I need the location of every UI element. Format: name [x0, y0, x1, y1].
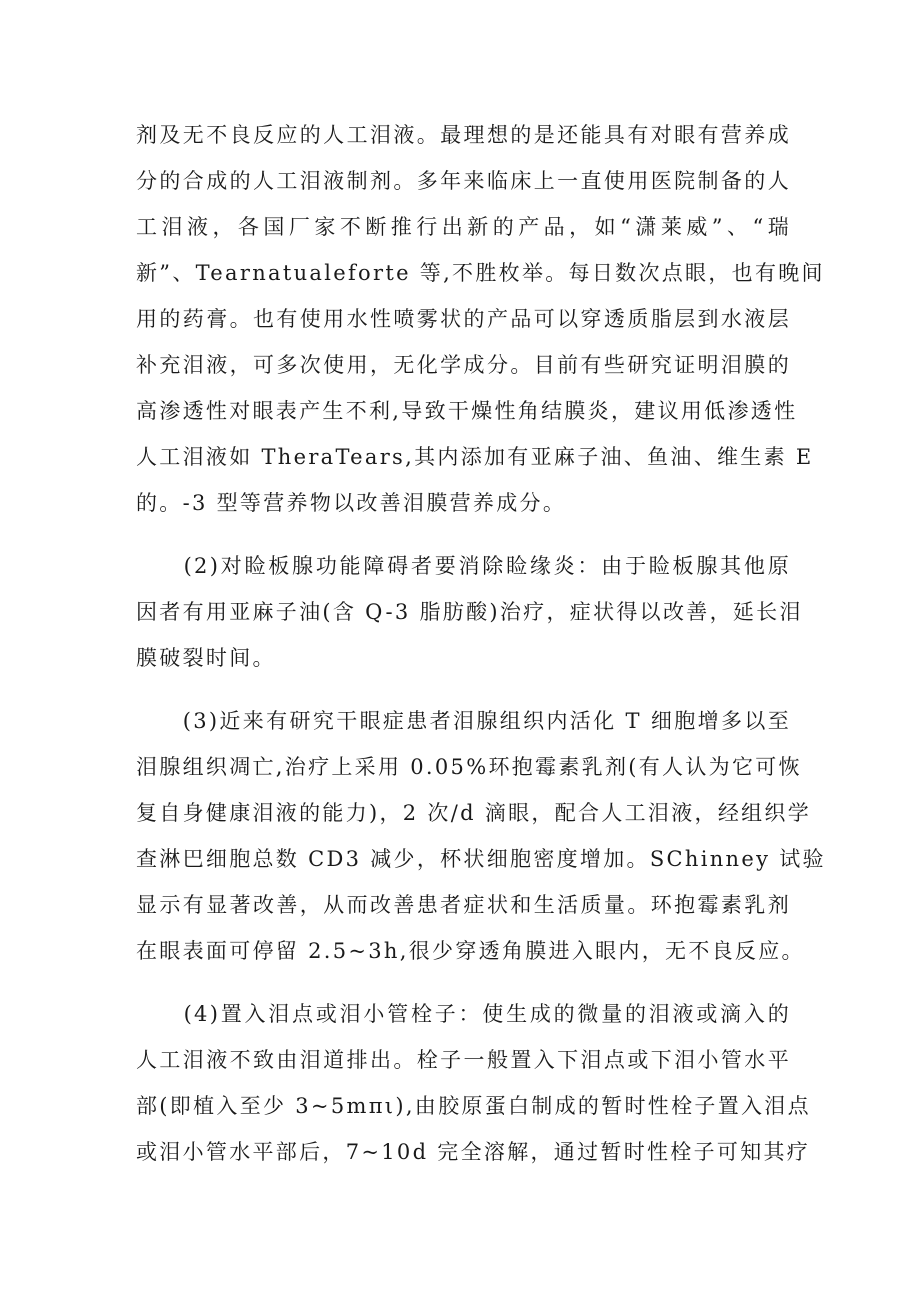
body-line: 的。-3 型等营养物以改善泪膜营养成分。	[136, 491, 567, 515]
body-line: 用的药膏。也有使用水性喷雾状的产品可以穿透质脂层到水液层	[136, 307, 791, 331]
paragraph-gap	[136, 681, 791, 698]
body-line: (2)对睑板腺功能障碍者要消除睑缘炎：由于睑板腺其他原	[136, 554, 791, 578]
body-line: 分的合成的人工泪液制剂。多年来临床上一直使用医院制备的人	[136, 169, 791, 193]
body-line: 人工泪液如 TheraTears,其内添加有亚麻子油、鱼油、维生素 E	[136, 445, 814, 469]
paragraph-gap	[136, 974, 791, 991]
body-line: (3)近来有研究干眼症患者泪腺组织内活化 T 细胞增多以至	[136, 709, 791, 733]
body-line: 人工泪液不致由泪道排出。栓子一般置入下泪点或下泪小管水平	[136, 1048, 791, 1072]
body-line: 或泪小管水平部后，7~10d 完全溶解，通过暂时性栓子可知其疗	[136, 1140, 811, 1164]
body-line: 膜破裂时间。	[136, 646, 276, 670]
body-line: 泪腺组织凋亡,治疗上采用 0.05%环抱霉素乳剂(有人认为它可恢	[136, 755, 802, 779]
body-line: 因者有用亚麻子油(含 Q-3 脂肪酸)治疗，症状得以改善，延长泪	[136, 600, 803, 624]
body-line: 补充泪液，可多次使用，无化学成分。目前有些研究证明泪膜的	[136, 353, 791, 377]
body-line: 部(即植入至少 3~5mπι),由胶原蛋白制成的暂时性栓子置入泪点	[136, 1094, 811, 1118]
body-line: 工泪液，各国厂家不断推行出新的产品，如“潇莱威”、“瑞	[136, 215, 791, 239]
body-line: 显示有显著改善，从而改善患者症状和生活质量。环抱霉素乳剂	[136, 893, 791, 917]
body-line: 剂及无不良反应的人工泪液。最理想的是还能具有对眼有营养成	[136, 123, 791, 147]
body-line: 查淋巴细胞总数 CD3 减少，杯状细胞密度增加。SChinney 试验	[136, 847, 826, 871]
body-line: (4)置入泪点或泪小管栓子：使生成的微量的泪液或滴入的	[136, 1002, 791, 1026]
body-line: 高渗透性对眼表产生不利,导致干燥性角结膜炎，建议用低渗透性	[136, 399, 798, 423]
document-body	[136, 112, 826, 1175]
paragraph-gap	[136, 526, 791, 543]
body-line: 新”、Tearnatualeforte 等,不胜枚举。每日数次点眼，也有晚间	[136, 261, 825, 285]
body-line: 在眼表面可停留 2.5~3h,很少穿透角膜进入眼内，无不良反应。	[136, 939, 805, 963]
body-line: 复自身健康泪液的能力)，2 次/d 滴眼，配合人工泪液，经组织学	[136, 801, 812, 825]
